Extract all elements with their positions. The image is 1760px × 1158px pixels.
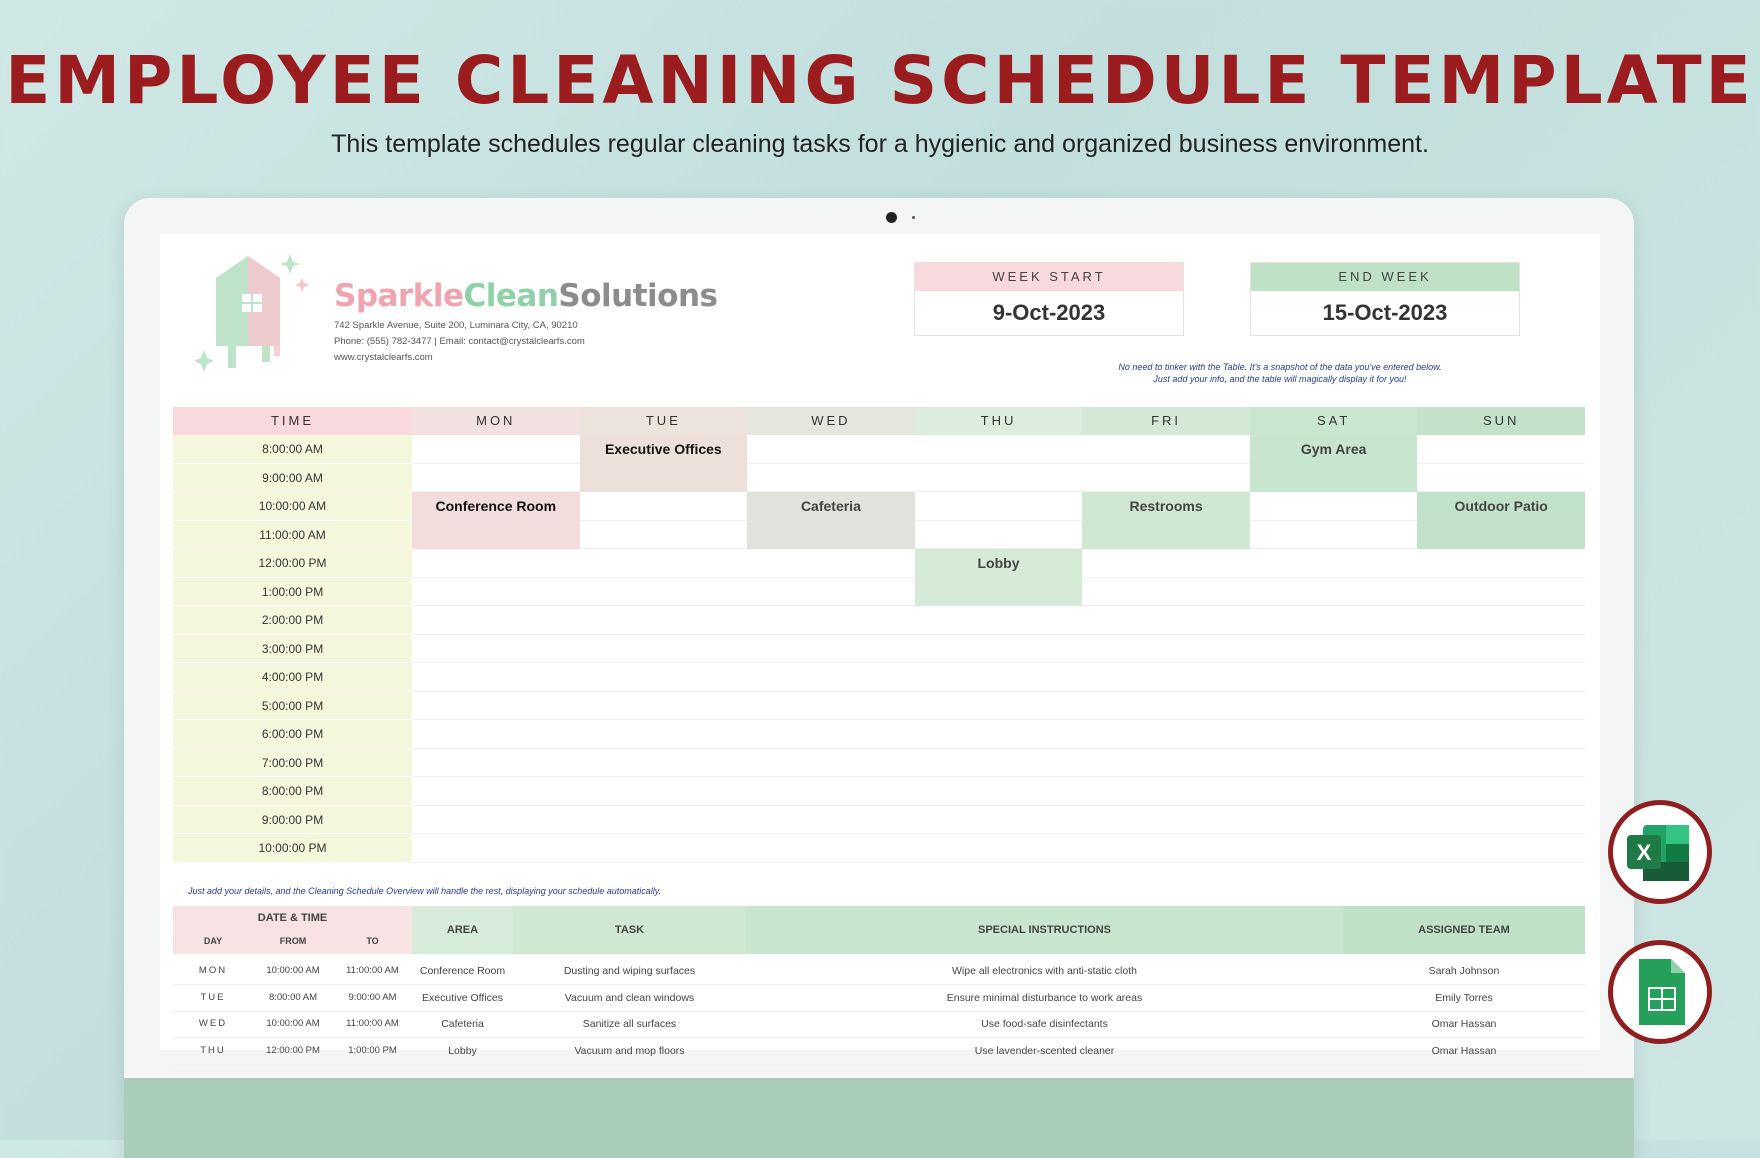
- week-start-label: WEEK START: [915, 263, 1183, 291]
- cell-special: Ensure minimal disturbance to work areas: [946, 991, 1143, 1004]
- schedule-task-cell[interactable]: Lobby: [915, 549, 1083, 606]
- schedule-task-cell[interactable]: Outdoor Patio: [1417, 492, 1585, 549]
- time-slot-label: 10:00:00 AM: [173, 492, 412, 521]
- from-subheader: FROM: [279, 936, 307, 946]
- special-instructions-header: SPECIAL INSTRUCTIONS: [746, 906, 1343, 954]
- schedule-task-cell[interactable]: Executive Offices: [580, 435, 748, 492]
- week-end-label: END WEEK: [1251, 263, 1519, 291]
- table-row[interactable]: [173, 985, 1585, 1012]
- cell-team: Sarah Johnson: [1428, 965, 1500, 977]
- page-title: EMPLOYEE CLEANING SCHEDULE TEMPLATE: [5, 42, 1755, 119]
- excel-app-button[interactable]: [1608, 800, 1712, 904]
- cell-team: Omar Hassan: [1431, 1044, 1497, 1057]
- grid-line: [412, 862, 1585, 863]
- cell-to: 11:00:00 AM: [346, 965, 399, 976]
- laptop-frame: [124, 198, 1634, 1158]
- day-header-sun: SUN: [1417, 407, 1585, 435]
- top-note-line2: Just add your info, and the table will magically display it for you!: [1153, 374, 1407, 384]
- area-header: AREA: [412, 906, 513, 954]
- house-logo-icon: [190, 250, 310, 380]
- cell-special: Use food-safe disinfectants: [981, 1018, 1108, 1030]
- schedule-task-cell[interactable]: Conference Room: [412, 492, 580, 549]
- day-subheader: DAY: [203, 936, 223, 946]
- day-header-fri: FRI: [1082, 407, 1250, 435]
- cell-from: 10:00:00 AM: [266, 965, 320, 976]
- schedule-task-cell[interactable]: Cafeteria: [747, 492, 915, 549]
- assigned-team-header: ASSIGNED TEAM: [1343, 906, 1585, 954]
- excel-letter: X: [1636, 840, 1652, 865]
- table-row[interactable]: [173, 958, 1585, 985]
- cell-to: 9:00:00 AM: [348, 991, 397, 1003]
- time-slot-label: 10:00:00 PM: [173, 834, 412, 863]
- cell-area: Conference Room: [419, 965, 506, 977]
- grid-line: [412, 805, 1585, 806]
- grid-line: [412, 634, 1585, 635]
- google-sheets-app-button[interactable]: [1608, 940, 1712, 1044]
- cell-task: Dusting and wiping surfaces: [563, 965, 696, 977]
- cell-to: 11:00:00 AM: [346, 1018, 399, 1029]
- week-start-box: [914, 262, 1184, 336]
- day-header-wed: WED: [747, 407, 915, 435]
- page-subtitle: This template schedules regular cleaning tasks for a hygienic and organized business environment.: [331, 130, 1429, 158]
- time-slot-label: 11:00:00 AM: [173, 521, 412, 550]
- cell-task: Vacuum and mop floors: [574, 1044, 685, 1057]
- company-website: www.crystalclearfs.com: [334, 352, 433, 363]
- google-sheets-icon: [1613, 945, 1707, 1039]
- schedule-task-cell[interactable]: Restrooms: [1082, 492, 1250, 549]
- day-header-mon: MON: [412, 407, 580, 435]
- time-slot-label: 9:00:00 PM: [173, 806, 412, 835]
- time-slot-label: 2:00:00 PM: [173, 606, 412, 635]
- time-slot-label: 6:00:00 PM: [173, 720, 412, 749]
- time-slot-label: 8:00:00 PM: [173, 777, 412, 806]
- week-start-value[interactable]: 9-Oct-2023: [992, 300, 1106, 325]
- time-slot-label: 5:00:00 PM: [173, 692, 412, 721]
- laptop-base: [124, 1078, 1634, 1158]
- task-header: TASK: [513, 906, 746, 954]
- grid-line: [412, 691, 1585, 692]
- company-phone-email: Phone: (555) 782-3477 | Email: contact@crystalclearfs.com: [334, 336, 585, 347]
- company-name: SparkleCleanSolutions: [334, 278, 718, 314]
- cell-area: Executive Offices: [422, 991, 503, 1004]
- spreadsheet-screen: [160, 234, 1600, 1057]
- day-header-sat: SAT: [1250, 407, 1418, 435]
- day-header-tue: TUE: [580, 407, 748, 435]
- cell-team: Emily Torres: [1435, 991, 1493, 1004]
- excel-icon: [1613, 805, 1707, 899]
- cell-team: Omar Hassan: [1431, 1018, 1497, 1030]
- grid-line: [412, 520, 1585, 521]
- grid-line: [412, 833, 1585, 834]
- table-row[interactable]: [173, 1038, 1585, 1065]
- cell-from: 10:00:00 AM: [266, 1018, 320, 1029]
- camera-icon: [886, 212, 897, 223]
- time-slot-label: 4:00:00 PM: [173, 663, 412, 692]
- cell-area: Cafeteria: [441, 1018, 484, 1030]
- time-slot-label: 8:00:00 AM: [173, 435, 412, 464]
- cell-special: Wipe all electronics with anti-static cloth: [952, 965, 1137, 977]
- cell-from: 8:00:00 AM: [268, 991, 318, 1003]
- cell-area: Lobby: [448, 1044, 477, 1057]
- cell-from: 12:00:00 PM: [266, 1044, 320, 1056]
- time-slot-label: 1:00:00 PM: [173, 578, 412, 607]
- time-slot-label: 12:00:00 PM: [173, 549, 412, 578]
- grid-line: [412, 719, 1585, 720]
- cell-day: TUE: [200, 991, 226, 1003]
- table-row[interactable]: [173, 1011, 1585, 1038]
- time-slot-label: 3:00:00 PM: [173, 635, 412, 664]
- cell-day: THU: [200, 1044, 226, 1056]
- time-slot-label: 7:00:00 PM: [173, 749, 412, 778]
- cell-day: WED: [198, 1018, 228, 1029]
- company-address: 742 Sparkle Avenue, Suite 200, Luminara City, CA, 90210: [334, 320, 578, 331]
- grid-line: [412, 776, 1585, 777]
- cell-task: Vacuum and clean windows: [564, 991, 695, 1004]
- schedule-task-cell[interactable]: Gym Area: [1250, 435, 1418, 492]
- cell-to: 1:00:00 PM: [348, 1044, 397, 1056]
- week-end-value[interactable]: 15-Oct-2023: [1322, 300, 1448, 325]
- time-slot-label: 9:00:00 AM: [173, 464, 412, 493]
- date-time-header: DATE & TIME: [257, 912, 328, 924]
- day-header-thu: THU: [915, 407, 1083, 435]
- to-subheader: TO: [366, 936, 379, 946]
- lower-note: Just add your details, and the Cleaning Schedule Overview will handle the rest, displaying your schedule automatically.: [188, 886, 662, 896]
- top-note-line1: No need to tinker with the Table. It's a snapshot of the data you've entered below.: [1118, 362, 1442, 372]
- cell-task: Sanitize all surfaces: [582, 1018, 677, 1030]
- grid-line: [412, 662, 1585, 663]
- cell-special: Use lavender-scented cleaner: [974, 1044, 1115, 1057]
- time-column-header: TIME: [173, 407, 412, 435]
- week-end-box: [1250, 262, 1520, 336]
- grid-line: [412, 748, 1585, 749]
- sensor-dot: [912, 216, 915, 219]
- cell-day: MON: [198, 965, 228, 976]
